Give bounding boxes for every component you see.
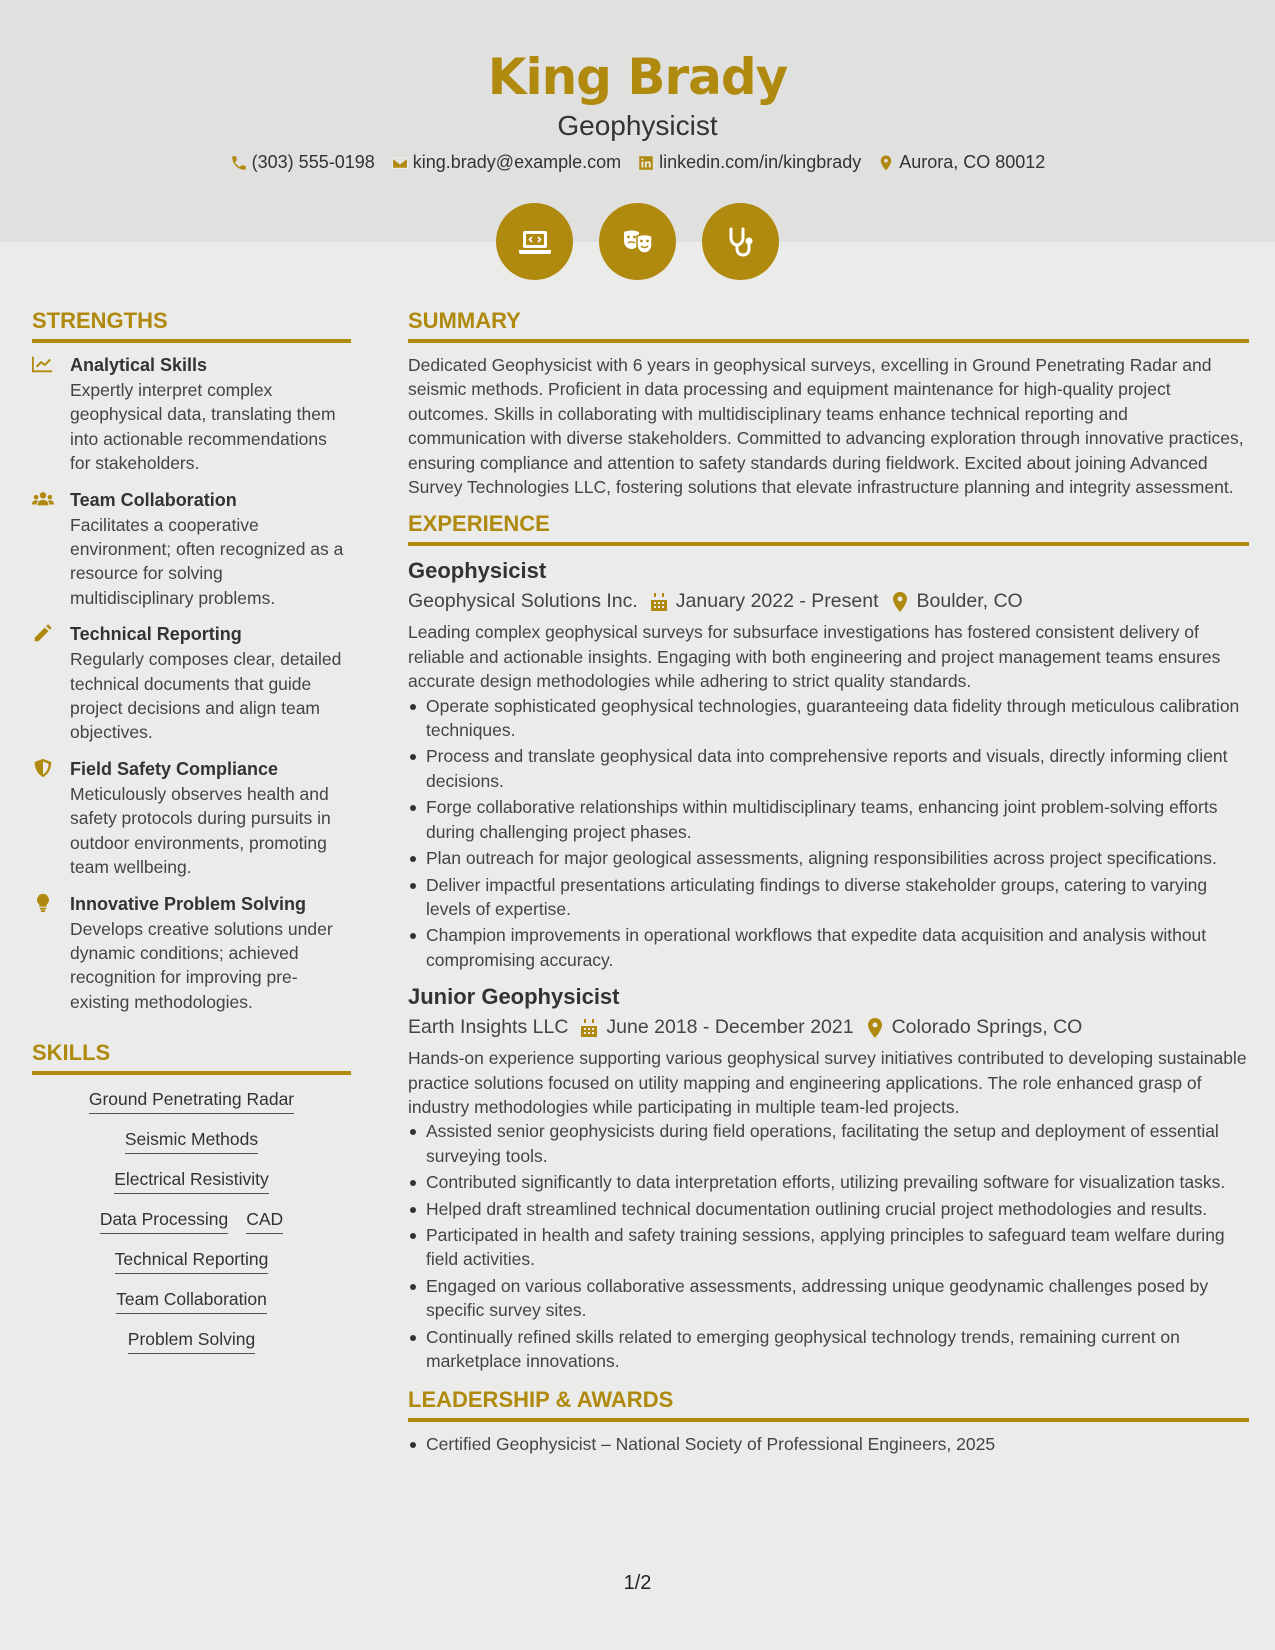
interest-circle bbox=[599, 203, 676, 280]
skill-tag: Data Processing bbox=[100, 1209, 228, 1234]
stethoscope-icon bbox=[721, 222, 761, 262]
interest-icons bbox=[0, 203, 1275, 280]
lightbulb-icon bbox=[32, 893, 54, 913]
contact-email[interactable] bbox=[391, 152, 621, 173]
summary-text: Dedicated Geophysicist with 6 years in geophysical surveys, excelling in Ground Penetrating Radar and seismic methods. Proficient in data processing and equipment maintenance for high-quality project outcomes. Skills in collaborating with multidisciplinary teams enhance technical reporting and communication with diverse stakeholders. Committed to advancing exploration through innovative practices, ensuring compliance and attention to safety standards during fieldwork. Excited about joining Advanced Survey Technologies LLC, fostering solutions that elevate infrastructure planning and integrity assessment. bbox=[408, 355, 1244, 498]
strengths-heading: STRENGTHS bbox=[32, 308, 351, 343]
job-location: Boulder, CO bbox=[916, 590, 1023, 613]
experience-heading: EXPERIENCE bbox=[408, 511, 1249, 546]
right-column bbox=[408, 308, 1249, 1459]
laptop-code-icon bbox=[515, 222, 555, 262]
strength-title: Field Safety Compliance bbox=[70, 758, 279, 779]
contact-linkedin[interactable] bbox=[637, 152, 861, 173]
page-number: 1/2 bbox=[623, 1572, 652, 1594]
map-pin-icon bbox=[877, 154, 895, 172]
skill-tag: Technical Reporting bbox=[115, 1249, 269, 1274]
map-pin-icon bbox=[866, 1017, 884, 1037]
strength-item bbox=[32, 353, 351, 476]
strength-desc: Develops creative solutions under dynamic conditions; achieved recognition for improving pre-existing methodologies. bbox=[70, 918, 333, 1012]
bullet-item: Participated in health and safety training sessions, applying principles to safeguard team welfare during field activities. bbox=[426, 1223, 1249, 1272]
job-company: Earth Insights LLC bbox=[408, 1016, 569, 1039]
job-bullets bbox=[426, 1119, 1249, 1373]
job-entry-title: Geophysicist bbox=[408, 558, 547, 584]
strength-desc: Meticulously observes health and safety protocols during pursuits in outdoor environments, promoting team wellbeing. bbox=[70, 783, 331, 878]
interest-circle bbox=[496, 203, 573, 280]
strength-title: Team Collaboration bbox=[70, 489, 237, 510]
pencil-icon bbox=[32, 623, 54, 643]
contact-location bbox=[877, 152, 1045, 173]
bullet-item: Plan outreach for major geological assessments, aligning responsibilities across project specifications. bbox=[426, 846, 1249, 870]
skill-tag: Problem Solving bbox=[128, 1329, 255, 1354]
job-title: Geophysicist bbox=[557, 110, 718, 141]
candidate-name: King Brady bbox=[487, 48, 788, 106]
leadership-heading: LEADERSHIP & AWARDS bbox=[408, 1387, 1249, 1422]
strength-desc: Facilitates a cooperative environment; often recognized as a resource for solving multidisciplinary problems. bbox=[70, 514, 344, 608]
contact-info bbox=[0, 152, 1275, 173]
skill-tag: Electrical Resistivity bbox=[114, 1169, 269, 1194]
skill-tag: Seismic Methods bbox=[125, 1129, 258, 1154]
phone-icon bbox=[230, 154, 248, 172]
job-entry bbox=[408, 556, 1249, 972]
skill-tag: Ground Penetrating Radar bbox=[89, 1089, 294, 1114]
location-text: Aurora, CO 80012 bbox=[899, 152, 1046, 172]
shield-icon bbox=[32, 758, 54, 778]
email-text: king.brady@example.com bbox=[412, 152, 622, 172]
calendar-icon bbox=[580, 1017, 598, 1037]
map-pin-icon bbox=[891, 591, 909, 611]
linkedin-text: linkedin.com/in/kingbrady bbox=[659, 152, 862, 172]
linkedin-icon bbox=[637, 154, 655, 172]
summary-heading: SUMMARY bbox=[408, 308, 1249, 343]
bullet-item: Continually refined skills related to emerging geophysical technology trends, remaining current on marketplace innovations. bbox=[426, 1325, 1249, 1374]
strength-item bbox=[32, 622, 351, 745]
users-icon bbox=[32, 489, 54, 509]
job-dates: June 2018 - December 2021 bbox=[606, 1016, 854, 1039]
bullet-item: Champion improvements in operational workflows that expedite data acquisition and analysis without compromising accuracy. bbox=[426, 923, 1249, 972]
chart-line-icon bbox=[32, 354, 54, 374]
strength-item bbox=[32, 488, 351, 611]
award-item: Certified Geophysicist – National Society of Professional Engineers, 2025 bbox=[426, 1432, 1249, 1456]
bullet-item: Process and translate geophysical data into comprehensive reports and visuals, directly informing client decisions. bbox=[426, 744, 1249, 793]
strength-title: Analytical Skills bbox=[70, 355, 208, 375]
job-entry-title: Junior Geophysicist bbox=[408, 984, 620, 1010]
leadership-list bbox=[426, 1432, 1249, 1456]
job-dates: January 2022 - Present bbox=[675, 590, 879, 613]
job-description: Hands-on experience supporting various geophysical survey initiatives contributed to developing sustainable practice solutions focused on utility mapping and engineering applications. The role enhanced grasp of industry methodologies while participating in multiple team-led projects. bbox=[408, 1048, 1247, 1117]
job-entry bbox=[408, 982, 1249, 1373]
strength-title: Technical Reporting bbox=[70, 624, 242, 645]
bullet-item: Operate sophisticated geophysical technologies, guaranteeing data fidelity through meticulous calibration techniques. bbox=[426, 694, 1249, 743]
envelope-icon bbox=[391, 154, 409, 172]
strength-item bbox=[32, 757, 351, 880]
strength-desc: Regularly composes clear, detailed technical documents that guide project decisions and align team objectives. bbox=[70, 649, 342, 743]
bullet-item: Contributed significantly to data interpretation efforts, utilizing prevailing software for visualization tasks. bbox=[426, 1170, 1249, 1194]
skills-list bbox=[32, 1085, 351, 1369]
job-company: Geophysical Solutions Inc. bbox=[408, 590, 638, 613]
strength-title: Innovative Problem Solving bbox=[70, 893, 307, 914]
interest-circle bbox=[702, 203, 779, 280]
job-meta bbox=[408, 586, 1249, 616]
skill-tag: Team Collaboration bbox=[116, 1289, 267, 1314]
strength-desc: Expertly interpret complex geophysical data, translating them into actionable recommendations for stakeholders. bbox=[70, 380, 336, 474]
job-description: Leading complex geophysical surveys for subsurface investigations has fostered consistent delivery of reliable and actionable insights. Engaging with both engineering and project management teams ensures accurate design methodologies while adhering to strict quality standards. bbox=[408, 622, 1221, 692]
bullet-item: Forge collaborative relationships within multidisciplinary teams, enhancing joint problem-solving efforts during challenging project phases. bbox=[426, 795, 1249, 844]
strength-item bbox=[32, 892, 351, 1015]
contact-phone[interactable] bbox=[230, 152, 375, 173]
calendar-icon bbox=[650, 591, 668, 611]
theater-masks-icon bbox=[618, 222, 658, 262]
job-meta bbox=[408, 1012, 1249, 1042]
job-bullets bbox=[426, 694, 1249, 972]
job-location: Colorado Springs, CO bbox=[891, 1016, 1083, 1039]
bullet-item: Helped draft streamlined technical documentation outlining crucial project methodologies and results. bbox=[426, 1197, 1249, 1221]
bullet-item: Assisted senior geophysicists during field operations, facilitating the setup and deployment of essential surveying tools. bbox=[426, 1119, 1249, 1168]
bullet-item: Engaged on various collaborative assessments, addressing unique geodynamic challenges posed by specific survey sites. bbox=[426, 1274, 1249, 1323]
bullet-item: Deliver impactful presentations articulating findings to diverse stakeholder groups, catering to varying levels of expertise. bbox=[426, 873, 1249, 922]
skills-heading: SKILLS bbox=[32, 1040, 351, 1075]
phone-text: (303) 555-0198 bbox=[251, 152, 375, 172]
left-column bbox=[32, 308, 351, 1369]
skill-tag: CAD bbox=[246, 1209, 283, 1234]
